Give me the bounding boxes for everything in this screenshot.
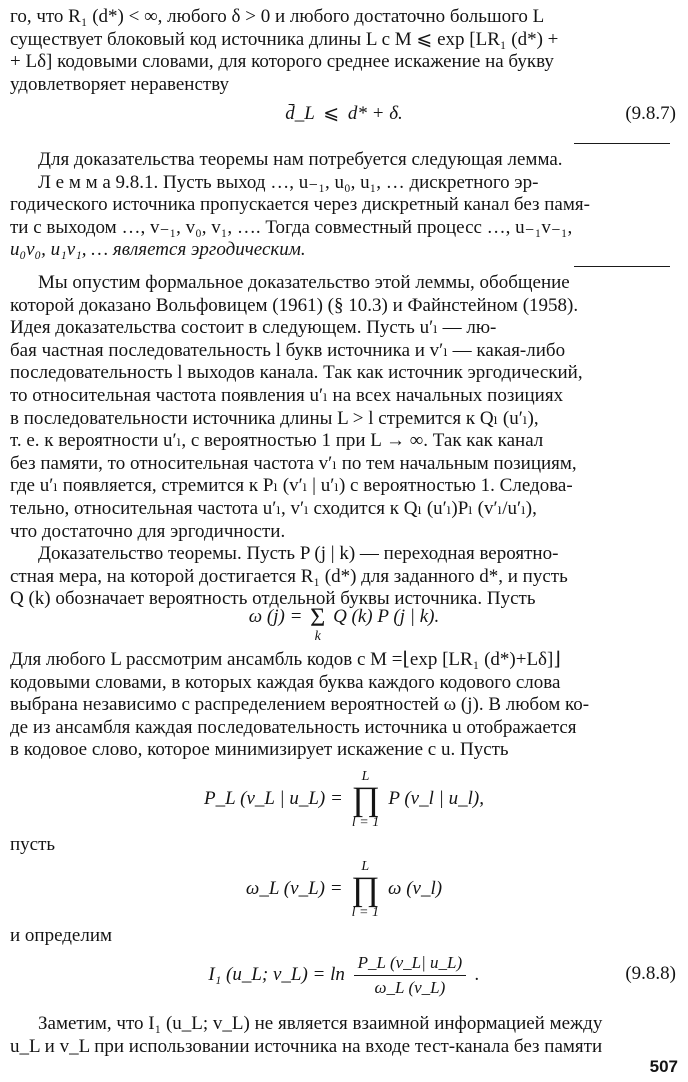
- prod-bottom: l = 1: [351, 904, 379, 920]
- eq-lhs: I₁ (u_L; v_L) = ln: [208, 964, 345, 985]
- sum-index: k: [314, 629, 321, 644]
- text-line: Доказательство теоремы. Пусть P (j | k) — переходная вероятно-: [38, 543, 559, 564]
- paragraph-lemma-discussion: [10, 272, 678, 543]
- text-line: и определим: [10, 925, 113, 946]
- paragraph-intro: [10, 6, 678, 96]
- product-icon: ∏: [351, 780, 380, 818]
- text-line: Для любого L рассмотрим ансамбль кодов с M =⌊exp [LR₁ (d*)+Lδ]⌋: [10, 649, 561, 670]
- text-line: ти с выходом …, v₋₁, v₀, v₁, …. Тогда совместный процесс …, u₋₁v₋₁,: [10, 216, 573, 238]
- equation-omega: [0, 603, 688, 652]
- fraction-numerator: P_L (v_L| u_L): [354, 953, 466, 976]
- text-line: + Lδ] кодовыми словами, для которого среднее искажение на букву: [10, 51, 554, 73]
- end-rule: [574, 266, 670, 267]
- eq-rhs: d* + δ.: [347, 103, 403, 124]
- text-line: удовлетворяет неравенству: [10, 73, 230, 95]
- text-line: го, что R₁ (d*) < ∞, любого δ > 0 и любого достаточно большого L: [10, 6, 545, 27]
- sum-icon: Σ: [310, 603, 326, 632]
- text-line: последовательность l выходов канала. Так как источник эргодический,: [10, 362, 583, 384]
- eq-tail: .: [474, 964, 480, 985]
- eq-lhs: d̄_L: [285, 103, 315, 124]
- text-line: кодовыми словами, в которых каждая буква каждого кодового слова: [10, 671, 561, 693]
- text-line: в кодовое слово, которое минимизирует искажение с u. Пусть: [10, 739, 509, 761]
- text-line: пусть: [10, 834, 56, 855]
- text-line: Л е м м а 9.8.1. Пусть выход …, u₋₁, u₀, u₁, … дискретного эр-: [38, 171, 539, 193]
- prod-bottom: l = 1: [351, 814, 380, 830]
- text-line: т. е. к вероятности u′ₗ, с вероятностью 1 при L → ∞. Так как канал: [10, 430, 544, 452]
- paragraph-ensemble: [10, 649, 678, 762]
- text-line: где u′ₗ появляется, стремится к Pₗ (v′ₗ | u′ₗ) с вероятностью 1. Следова-: [10, 475, 573, 497]
- equation-omega-l: [0, 854, 688, 924]
- eq-rhs: P (v_l | u_l),: [388, 788, 484, 809]
- equation-number: (9.8.7): [625, 103, 676, 124]
- text-line: де из ансамбля каждая последовательность источника u отображается: [10, 716, 577, 738]
- prod-top: L: [361, 768, 370, 784]
- prod-top: L: [361, 858, 370, 874]
- paragraph-proof: [10, 543, 678, 611]
- product-icon: ∏: [351, 870, 380, 908]
- eq-lhs: P_L (v_L | u_L) =: [204, 788, 343, 809]
- text-line: без памяти, то относительная частота v′ₗ по тем начальным позициям,: [10, 452, 577, 474]
- text-line: в последовательности источника длины L > l стремится к Qₗ (u′ₗ),: [10, 407, 539, 429]
- text-line: Идея доказательства состоит в следующем. Пусть u′ₗ — лю-: [10, 317, 497, 339]
- page-number: 507: [649, 1057, 678, 1076]
- text-line: u_L и v_L при использовании источника на входе тест-канала без памяти: [10, 1035, 603, 1057]
- text-line: существует блоковый код источника длины L с M ⩽ exp [LR₁ (d*) +: [10, 28, 559, 50]
- equation-number: (9.8.8): [625, 963, 676, 984]
- eq-lhs: ω_L (v_L) =: [245, 878, 343, 899]
- text-line: выбрана независимо с распределением вероятностей ω (j). В любом ко-: [10, 694, 590, 716]
- text-line: бая частная последовательность l букв источника и v′ₗ — какая-либо: [10, 339, 566, 361]
- eq-rhs: Q (k) P (j | k).: [333, 606, 440, 627]
- text-line: стная мера, на которой достигается R₁ (d*) для заданного d*, и пусть: [10, 565, 568, 587]
- eq-rhs: ω (v_l): [388, 878, 443, 899]
- equation-pl: [0, 764, 688, 834]
- text-line: Q (k) обозначает вероятность отдельной буквы источника. Пусть: [10, 588, 536, 610]
- paragraph-lemma: [10, 149, 678, 262]
- text-line: годического источника пропускается через дискретный канал без памя-: [10, 194, 590, 216]
- fraction-denominator: ω_L (v_L): [374, 978, 446, 998]
- end-rule: [574, 143, 670, 144]
- eq-relation: ⩽: [323, 103, 340, 124]
- text-line: u₀v₀, u₁v₁, … является эргодическим.: [10, 239, 306, 261]
- equation-9-8-7: [0, 103, 688, 129]
- equation-9-8-8: [0, 947, 688, 1003]
- text-line: тельно, относительная частота u′ₗ, v′ₗ сходится к Qₗ (u′ₗ)Pₗ (v′ₗ/u′ₗ),: [10, 497, 537, 519]
- text-line: которой доказано Вольфовицем (1961) (§ 10.3) и Файнстейном (1958).: [10, 294, 579, 316]
- text-line: Для доказательства теоремы нам потребуется следующая лемма.: [38, 149, 563, 170]
- paragraph-closing: [10, 1013, 678, 1058]
- text-line: то относительная частота появления u′ₗ на всех начальных позициях: [10, 384, 564, 406]
- text-line: Заметим, что I₁ (u_L; v_L) не является взаимной информацией между: [38, 1013, 603, 1034]
- text-line: Мы опустим формальное доказательство этой леммы, обобщение: [38, 272, 570, 293]
- paragraph-opredelim: [10, 925, 678, 948]
- text-line: что достаточно для эргодичности.: [10, 520, 286, 542]
- eq-lhs: ω (j) =: [248, 606, 303, 627]
